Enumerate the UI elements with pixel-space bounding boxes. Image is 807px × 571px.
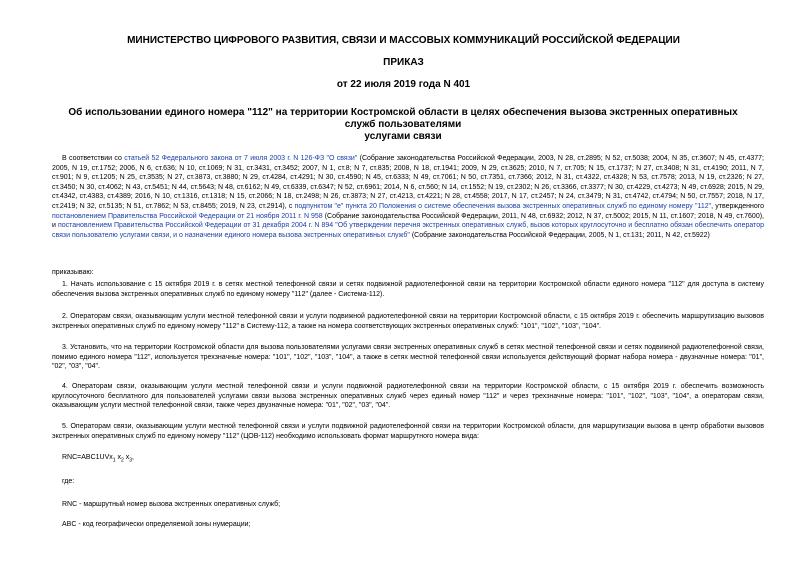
document-title-line1: Об использовании единого номера "112" на территории Костромской области в целях обеспечения вызова экстренных оперативных служб пользователями — [68, 107, 738, 130]
formula-sub-2: 2 — [121, 457, 124, 464]
formula-mid-1: x — [115, 454, 121, 461]
item-5: 5. Операторам связи, оказывающим услуги местной телефонной связи и услуги подвижной радиотелефонной связи на территории Костромской области, для маршрутизации вызова в центр обработки вызовов экстренных оперативных служб по единому номеру "112" (ЦОВ-112) необходимо использовать формат маршрутного номера вида: — [52, 423, 764, 440]
preamble-text-2: (Собрание законодательства Российской Федерации, 2003, N 28, ст.2895; N 52, ст.5038; 2004, N 35, ст.3607; N 45, ст.4377; 2005, N 19, ст.1752; 2006, N 6, ст.636; N 10, ст.1069; N 31, ст.3431, ст.3452; 2007, N 1, ст.8; N 7, ст.835; 2008, N 18, ст.1941; 2009, N 29, ст.3625; 2010, N 7, ст.705; N 15, ст.1737; N 27, ст.3408; N 31, ст.4190; 2011, N 7, ст.901; N 9, ст.1205; N 25, ст.3535; N 27, ст.3873, ст.3880; N 29, ст.4284, ст.4291; N 30, ст.4590; N 45, ст.6333; N 49, ст.7061; N 50, ст.7351, ст.7366; 2012, N 31, ст.4322, ст.4328; N 53, ст.7578; 2013, N 19, ст.2326; N 27, ст.3450; N 30, ст.4062; N 43, ст.5451; N 44, ст.5643; N 48, ст.6162; N 49, ст.6339, ст.6347; N 52, ст.6961; 2014, N 6, ст.560; N 14, ст.1552; N 19, ст.2302; N 26, ст.3366, ст.3377; N 30, ст.4229, ст.4273; N 49, ст.6928; 2015, N 29, ст.4342, ст.4383, ст.4389; 2016, N 10, ст.1316, ст.1318; N 15, ст.2066; N 18, ст.2498; N 26, ст.3873; N 27, ст.4213, ст.4221; N 28, ст.4558; 2017, N 17, ст.2457; N 24, ст.3479; N 31, ст.4742, ст.4794; N 50, ст.7557; 2018, N 17, ст.2419; N 32, ст.5135; N 51, ст.7862; N 53, ст.8455; 2019, N 23, ст.2914), с — [52, 155, 764, 210]
where-word: где: — [62, 478, 75, 485]
document-title-line2: услугами связи — [364, 131, 442, 142]
document-title — [60, 107, 746, 143]
preamble-paragraph — [52, 154, 764, 240]
formula-base: RNC=ABC1UVx — [62, 454, 113, 461]
preamble-text-4: (Собрание законодательства Российской Федерации, 2011, N 48, ст.6932; 2012, N 37, ст.5002; 2015, N 11, ст.1607; 2018, N 49, ст.7600), и — [52, 212, 764, 230]
preamble-text-1: В соответствии со — [62, 155, 125, 162]
ministry-heading: МИНИСТЕРСТВО ЦИФРОВОГО РАЗВИТИЯ, СВЯЗИ И МАССОВЫХ КОММУНИКАЦИЙ РОССИЙСКОЙ ФЕДЕРАЦИИ — [127, 35, 680, 46]
item-3: 3. Установить, что на территории Костромской области для вызова пользователями услугами связи экстренных оперативных служб в сетях местной телефонной связи и сетях подвижной радиотелефонной связи, помимо единого номера "112", используется трехзначные номера: "101", "102", "103", "104", а также в сетях местной телефонной связи используется действующий формат набора номера - двузначные номера: "01", "02", "03", "04". — [52, 344, 764, 371]
resolution-958-link[interactable]: постановлением Правительства Российской Федерации от 21 ноября 2011 г. N 958 — [52, 212, 323, 220]
formula-end: , — [132, 454, 134, 461]
preamble-text-3: , утвержденного — [711, 202, 764, 210]
item-4: 4. Операторам связи, оказывающим услуги местной телефонной связи и услуги подвижной радиотелефонной связи на территории Костромской области, с 15 октября 2019 г. обеспечить возможность круглосуточного бесплатного для пользователей услугами связи вызова экстренных оперативных служб через единый номер "112" и через трехзначные номера: "101", "102", "103", "104", а операторам связи, оказывающим услуги местной телефонной связи, также через двузначные номера: "01", "02", "03", "04". — [52, 383, 764, 410]
definition-abc: ABC - код географически определяемой зоны нумерации; — [62, 521, 251, 528]
order-date: от 22 июля 2019 года N 401 — [336, 79, 471, 90]
formula-sub-3: 3 — [129, 457, 133, 464]
formula-sub-1: 1 — [112, 457, 116, 464]
definition-rnc: RNC - маршрутный номер вызова экстренных оперативных служб; — [62, 501, 281, 508]
routing-number-formula — [52, 453, 764, 466]
order-heading: ПРИКАЗ — [383, 57, 424, 68]
law-126-fz-link[interactable]: статьей 52 Федерального закона от 7 июля 2003 г. N 126-ФЗ "О связи" — [124, 155, 358, 162]
regulation-subparagraph-link[interactable]: подпунктом "е" пункта 20 Положения о системе обеспечения вызова экстренных оперативных служб по единому номеру "112" — [294, 202, 712, 210]
formula-mid-2: x — [123, 454, 130, 461]
orders-word: приказываю: — [52, 269, 94, 276]
resolution-894-link[interactable]: постановлением Правительства Российской Федерации от 31 декабря 2004 г. N 894 "Об утверждении перечня экстренных оперативных служб, вызов которых круглосуточно и бесплатно обязан обеспечить оператор связи пользователю услугами связи, и о назначении единого номера вызова экстренных оперативных служб" — [52, 222, 765, 239]
item-2: 2. Операторам связи, оказывающим услуги местной телефонной связи и услуги подвижной радиотелефонной связи на территории Костромской области, с 15 октября 2019 г. обеспечить маршрутизацию вызовов экстренных оперативных служб по единому номеру "112" в Систему-112, а также на номера соответствующих экстренных оперативных служб: "101", "102", "103", "104". — [52, 313, 764, 330]
preamble-text-5: (Собрание законодательства Российской Федерации, 2005, N 1, ст.131; 2011, N 42, ст.5922) — [409, 231, 710, 239]
item-1: 1. Начать использование с 15 октября 2019 г. в сетях местной телефонной связи и сетях подвижной радиотелефонной связи на территории Костромской области единого номера "112" для доступа в систему обеспечения вызова экстренных оперативных служб по единому номеру "112" (далее - Система-112). — [52, 281, 764, 298]
